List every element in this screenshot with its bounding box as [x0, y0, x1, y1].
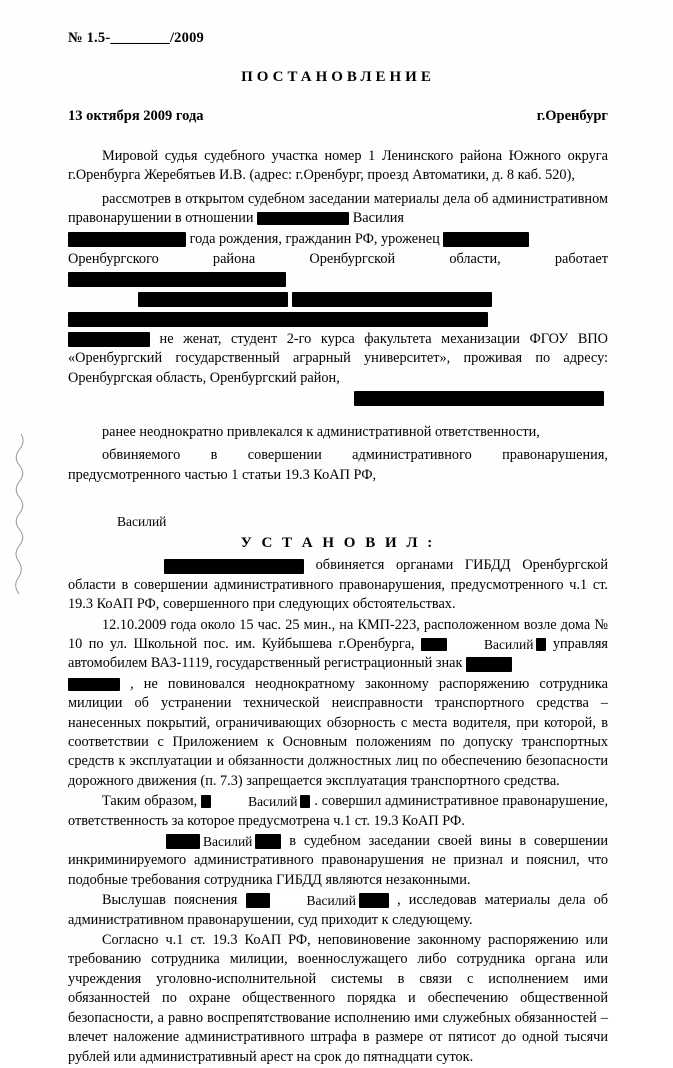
redaction-bar [68, 272, 286, 287]
name-stamp: Василий [270, 891, 359, 910]
p6-text-b: управляя автомобилем ВАЗ-1119, государственный регистрационный знак [68, 635, 609, 672]
p2-text-d: Оренбургского района Оренбургской области, работает [68, 251, 608, 268]
redaction-bar [68, 312, 488, 327]
paragraph-circumstances-cont [68, 675, 608, 791]
p2-text-e: не женат, студент 2-го курса факультета механизации ФГОУ ВПО «Оренбургский государственный аграрный университет», проживая по адресу: Оренбургская область, Оренбургский район, [68, 330, 609, 386]
redaction-bar [536, 638, 546, 651]
document-city: г.Оренбург [536, 108, 608, 124]
redaction-bar [257, 212, 349, 225]
redaction-bar [68, 678, 120, 691]
redaction-bar [201, 795, 211, 808]
binding-holes-decoration [14, 432, 28, 602]
document-title: ПОСТАНОВЛЕНИЕ [241, 69, 435, 85]
redaction-bar [292, 292, 492, 307]
paragraph-accusation [68, 556, 608, 614]
paragraph-defendant-intro [68, 190, 608, 229]
paragraph-heard-explanations [68, 891, 608, 930]
document-body [68, 30, 608, 1068]
name-stamp: Василий [200, 832, 255, 851]
redaction-bar [164, 559, 304, 574]
redaction-bar [443, 232, 529, 247]
redaction-bar [166, 834, 200, 849]
redaction-bar [138, 292, 288, 307]
paragraph-plea [68, 832, 608, 890]
p2-text-c: года рождения, гражданин РФ, уроженец [189, 230, 440, 247]
redaction-bar [255, 834, 281, 849]
name-stamp: Василий [114, 512, 169, 531]
p9-text-b: , исследовав материалы дела об административном правонарушении, суд приходит к следующему. [68, 892, 609, 928]
p7-text-a: Таким образом, [102, 793, 198, 810]
paragraph-defendant-line4 [68, 290, 608, 309]
p2-name: Василия [352, 210, 404, 227]
paragraph-prior-offenses: ранее неоднократно привлекался к административной ответственности, [102, 424, 540, 441]
paragraph-name-stamp-ustanovil [68, 512, 608, 531]
p7-text-b: . совершил административное правонарушение, ответственность за которое предусмотрена ч.1 ст. 19.3 КоАП РФ. [68, 793, 609, 829]
redaction-bar [300, 795, 310, 808]
p2-text-a: рассмотрев в открытом судебном заседании материалы дела об административном правонарушении в отношении [68, 190, 608, 227]
redaction-bar [68, 332, 150, 347]
paragraph-charge: обвиняемого в совершении административного правонарушения, предусмотренного частью 1 статьи 19.3 КоАП РФ, [68, 447, 608, 483]
paragraph-judge: Мировой судья судебного участка номер 1 Ленинского района Южного округа г.Оренбурга Жеребятьев И.В. (адрес: г.Оренбург, проезд Автоматики, д. 8 каб. 520), [68, 148, 608, 184]
p9-text-a: Выслушав пояснения [102, 892, 238, 909]
p6-text-a: 12.10.2009 года около 15 час. 25 мин., на КМП-223, расположенном возле дома № 10 по ул. Школьной пос. им. Куйбышева г.Оренбурга, [68, 616, 608, 652]
redaction-bar [246, 893, 270, 908]
p8-text: в судебном заседании своей вины в совершении инкриминируемого административного правонарушения не признал и пояснил, что подобные требования сотрудника ГИБДД являются незаконными. [68, 833, 608, 888]
p5-text: обвиняется органами ГИБДД Оренбургской области в совершении административного правонарушения, предусмотренного ч.1 ст. 19.3 КоАП РФ, совершенного при следующих обстоятельствах. [68, 557, 608, 613]
paragraph-defendant-line3 [68, 250, 608, 289]
paragraph-law-text: Согласно ч.1 ст. 19.3 КоАП РФ, неповиновение законному распоряжению или требованию сотрудника милиции, военнослужащего либо сотрудника органа или учреждения уголовно-исполнительной системы в связи с исполнением ими обязанностей по охране общественного порядка и обеспечению общественной безопасности, а равно воспрепятствование исполнению ими служебных обязанностей – влечет наложение административного штрафа в размере от пятисот до одной тысячи рублей или административный арест на срок до пятнадцати суток. [68, 932, 608, 1065]
document-date: 13 октября 2009 года [68, 108, 204, 124]
paragraph-defendant-line2 [68, 230, 608, 249]
redaction-bar [68, 232, 186, 247]
paragraph-circumstances [68, 616, 608, 674]
p6-text-c: , не повиновался неоднократному законному распоряжению сотрудника милиции об устранении технической неисправности транспортного средства – нанесенных покрытий, ограничивающих обзорность с места водителя, при которой, в соответствии с Приложением к Основным положениям по допуску транспортных средств к эксплуатации и обязанности должностных лиц по обеспечению безопасности дорожного движения (п. 7.3) запрещается эксплуатация транспортного средства. [68, 675, 608, 789]
redaction-bar [466, 657, 512, 672]
paragraph-defendant-line5 [68, 310, 608, 329]
redaction-bar [421, 638, 447, 651]
paragraph-defendant-line7 [68, 389, 608, 408]
date-city-row [68, 108, 608, 125]
redaction-bar [354, 391, 604, 406]
case-number: № 1.5-________/2009 [68, 30, 204, 46]
paragraph-conclusion-offense [68, 792, 608, 831]
name-stamp: Василий [211, 792, 300, 811]
section-heading-ustanovil: У С Т А Н О В И Л : [240, 535, 436, 552]
name-stamp: Василий [447, 635, 536, 654]
redaction-bar [359, 893, 389, 908]
paragraph-defendant-line6 [68, 330, 608, 388]
